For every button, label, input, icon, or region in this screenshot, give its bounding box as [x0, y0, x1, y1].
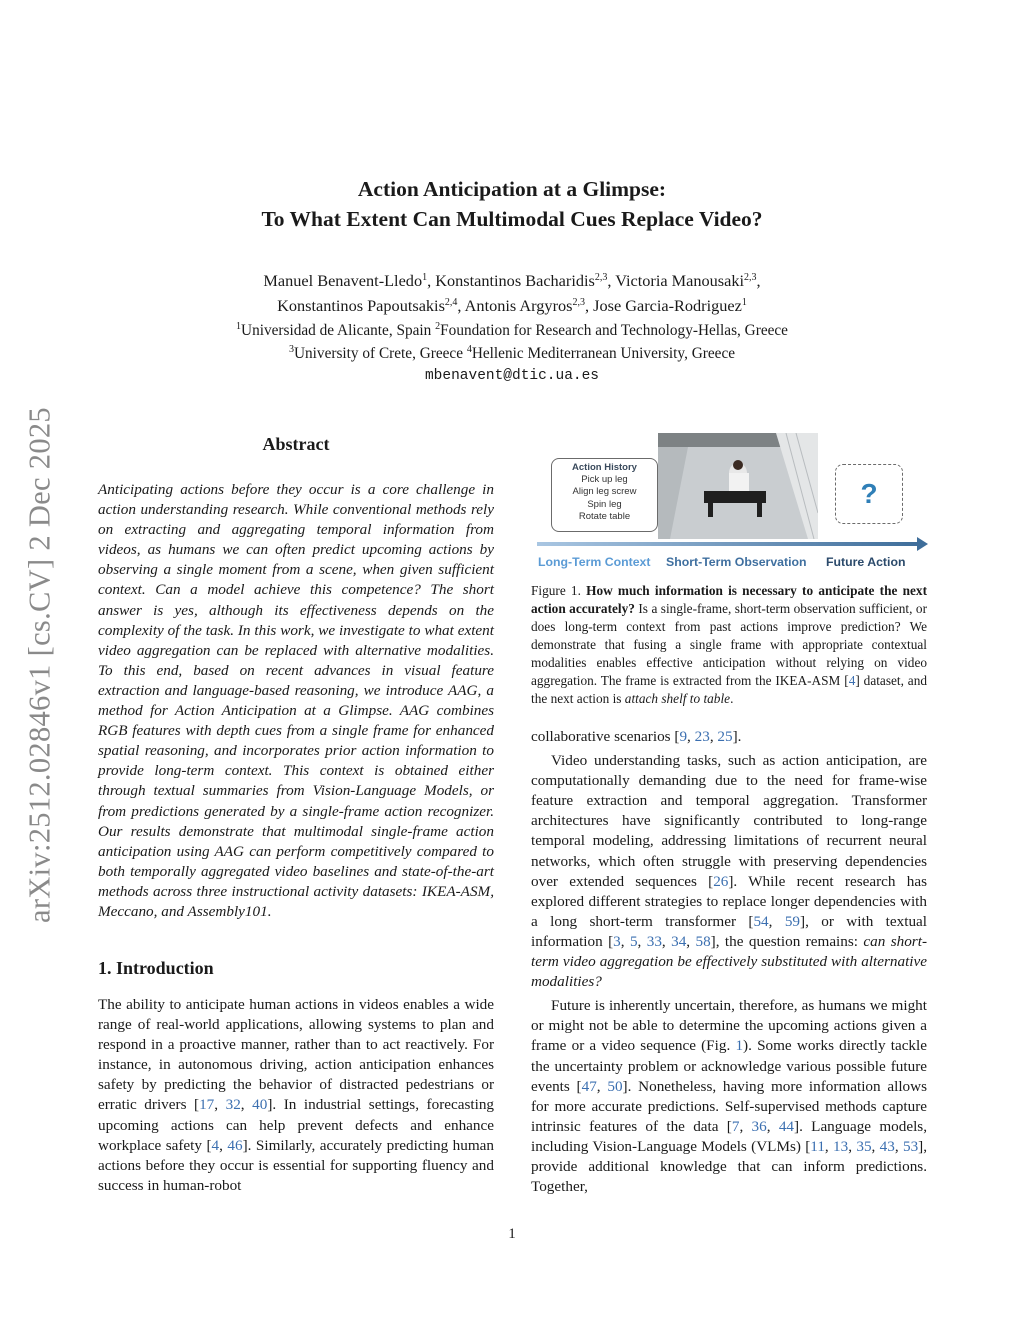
citation-link[interactable]: 25	[717, 728, 733, 745]
affiliations-line2: $^3$University of Crete, Greece $^4$Hellenic Mediterranean University, Greece	[288, 344, 736, 362]
citation-link[interactable]: 59	[784, 912, 801, 930]
author-1: Manuel Benavent-Lledo	[263, 271, 423, 290]
citation-link[interactable]: 13	[833, 1137, 849, 1155]
citation-link[interactable]: 46	[227, 1136, 243, 1154]
citation-link[interactable]: 4	[848, 673, 856, 688]
label-future-action: Future Action	[826, 555, 906, 569]
citation-link[interactable]: 54	[753, 912, 769, 930]
intro-heading: 1. Introduction	[98, 958, 214, 978]
question-mark-icon: ?	[860, 478, 878, 509]
figure-label: Figure 1.	[531, 583, 587, 598]
future-action-placeholder	[835, 464, 903, 524]
arxiv-id: arXiv:2512.02846v1 [cs.CV] 2 Dec 2025	[22, 407, 57, 923]
citation-link[interactable]: 58	[695, 932, 711, 950]
author-4: Konstantinos Papoutsakis	[277, 296, 445, 315]
history-item: Pick up leg	[581, 474, 628, 486]
affiliations-line1: $^1$Universidad de Alicante, Spain $^2$Foundation for Research and Technology-Hellas, Greece	[236, 321, 788, 339]
citation-link[interactable]: 11	[810, 1137, 825, 1155]
citation-link[interactable]: 9	[679, 728, 688, 745]
paper-title-line2: To What Extent Can Multimodal Cues Replace Video?	[261, 207, 763, 231]
figure-ref-link[interactable]: 1	[735, 1037, 744, 1055]
citation-link[interactable]: 36	[751, 1117, 767, 1135]
action-history-title: Action History	[572, 462, 637, 473]
history-item: Rotate table	[578, 510, 631, 522]
citation-link[interactable]: 53	[902, 1137, 919, 1155]
author-2: Konstantinos Bacharidis	[435, 271, 595, 290]
paragraph-continued: collaborative scenarios [9, 23, 25].	[531, 728, 742, 745]
author-3: Victoria Manousaki	[615, 271, 745, 290]
scene-frame-illustration	[658, 433, 818, 539]
citation-link[interactable]: 3	[613, 932, 621, 950]
authors-line1: Manuel Benavent-Lledo$^1$, Konstantinos Bacharidis$^{2,3}$, Victoria Manousaki$^{2,3}$,	[263, 271, 761, 290]
affiliation-4: Hellenic Mediterranean University, Greece	[471, 345, 736, 362]
affiliation-2: Foundation for Research and Technology-Hellas, Greece	[440, 322, 788, 339]
page-number: 1	[508, 1226, 516, 1242]
citation-link[interactable]: 5	[629, 932, 638, 950]
citation-link[interactable]: 17	[199, 1096, 215, 1114]
citation-link[interactable]: 7	[731, 1117, 740, 1135]
citation-link[interactable]: 44	[778, 1117, 795, 1135]
timeline-arrow	[537, 542, 921, 546]
citation-link[interactable]: 50	[607, 1077, 623, 1095]
action-history-box	[551, 458, 658, 532]
citation-link[interactable]: 34	[671, 932, 687, 950]
label-long-term-context: Long-Term Context	[538, 555, 651, 569]
paragraph-future-uncertain: Future is inherently uncertain, therefore, as humans we might or might not be able to determine the upcoming actions given a frame or a video sequence (Fig. 1). Some works directly tackle the uncertainty problem or acknowledge various possible future events [47, 50]. Nonetheless, having more information allows for more accurate predictions. Self-supervised methods capture intrinsic features of the data [7, 36, 44]. Language models, including Vision-Language Models (VLMs) [11, 13, 35, 43, 53], provide additional knowledge that can inform predictions. Together,	[531, 997, 928, 1196]
scene-frame-image	[658, 433, 818, 539]
citation-link[interactable]: 32	[225, 1096, 241, 1114]
figure-1-caption: Figure 1. How much information is necessary to anticipate the next action accurately? Is a single-frame, short-term observation sufficient, or does long-term context from past actions improve prediction? We demonstrate that fusing a single frame with appropriate contextual modalities enables effective anticipation without relying on video aggregation. The frame is extracted from the IKEA-ASM [4] dataset, and the next action is attach shelf to table.	[531, 583, 927, 706]
arxiv-stamp	[0, 380, 80, 950]
authors-line2: Konstantinos Papoutsakis$^{2,4}$, Antonis Argyros$^{2,3}$, Jose Garcia-Rodriguez$^1$	[277, 296, 747, 315]
timeline-arrowhead-icon	[917, 537, 928, 551]
citation-link[interactable]: 40	[252, 1096, 268, 1114]
author-6: Jose Garcia-Rodriguez	[593, 296, 742, 315]
paragraph-video-understanding: Video understanding tasks, such as action anticipation, are computationally demanding due to the need for frame-wise feature extraction and temporal aggregation. Transformer architectures have significantly contributed to long-range temporal modeling, addressing limitations of recurrent neural networks, which often struggle with preserving dependencies over extended sequences [26]. While recent research has explored different strategies to replace longer dependencies with a long short-term transformer [54, 59], or with textual information [3, 5, 33, 34, 58], the question remains: can short-term video aggregation be effectively substituted with alternative modalities?	[531, 752, 928, 991]
label-short-term-observation: Short-Term Observation	[666, 555, 807, 569]
abstract-heading: Abstract	[262, 434, 330, 454]
paper-title-line1: Action Anticipation at a Glimpse:	[357, 177, 667, 201]
citation-link[interactable]: 47	[581, 1077, 597, 1095]
figure-1	[531, 430, 927, 575]
citation-link[interactable]: 43	[879, 1137, 895, 1155]
right-column-text	[531, 727, 927, 1197]
citation-link[interactable]: 33	[646, 932, 662, 950]
abstract-text: Anticipating actions before they occur is a core challenge in action understanding research. While conventional methods rely on extracting and aggregating temporal information from videos, as humans we can often predict upcoming actions by observing a single moment from a scene, when given sufficient context. Can a model achieve this competence? The short answer is yes, although its effectiveness depends on the complexity of the task. In this work, we investigate to what extent video aggregation can be replaced with alternative modalities. To this end, based on recent advances in visual feature extraction and language-based reasoning, we introduce AAG, a method for Action Anticipation at a Glimpse. AAG combines RGB features with depth cues from a single frame for enhanced spatial reasoning, and incorporates prior action information to provide long-term context. This context is obtained either through textual summaries from Vision-Language Models, or from predictions generated by a single-frame action recognizer. Our results demonstrate that multimodal single-frame action anticipation using AAG can perform competitively compared to both temporally aggregated video baselines and state-of-the-art methods across three instructional activity datasets: IKEA-ASM, Meccano, and Assembly101.	[98, 481, 494, 920]
history-item: Spin leg	[587, 498, 622, 510]
affiliation-1: Universidad de Alicante, Spain	[241, 322, 432, 339]
author-5: Antonis Argyros	[464, 296, 573, 315]
citation-link[interactable]: 23	[694, 728, 710, 745]
history-item: Align leg screw	[572, 486, 637, 498]
citation-link[interactable]: 4	[211, 1136, 220, 1154]
affiliation-3: University of Crete, Greece	[293, 345, 464, 362]
intro-paragraph: The ability to anticipate human actions in videos enables a wide range of real-world applications, allowing systems to plan and respond in a proactive manner, rather than to act reactively. For instance, in autonomous driving, action anticipation enhances safety by predicting the behavior of distracted pedestrians or erratic drivers [17, 32, 40]. In industrial settings, forecasting upcoming actions can help prevent defects and enhance workplace safety [4, 46]. Similarly, accurately predicting human actions before they occur is essential for supporting fluency and success in human-robot	[98, 996, 495, 1194]
citation-link[interactable]: 26	[713, 872, 729, 890]
citation-link[interactable]: 35	[856, 1137, 872, 1155]
contact-email[interactable]: mbenavent@dtic.ua.es	[424, 368, 600, 384]
